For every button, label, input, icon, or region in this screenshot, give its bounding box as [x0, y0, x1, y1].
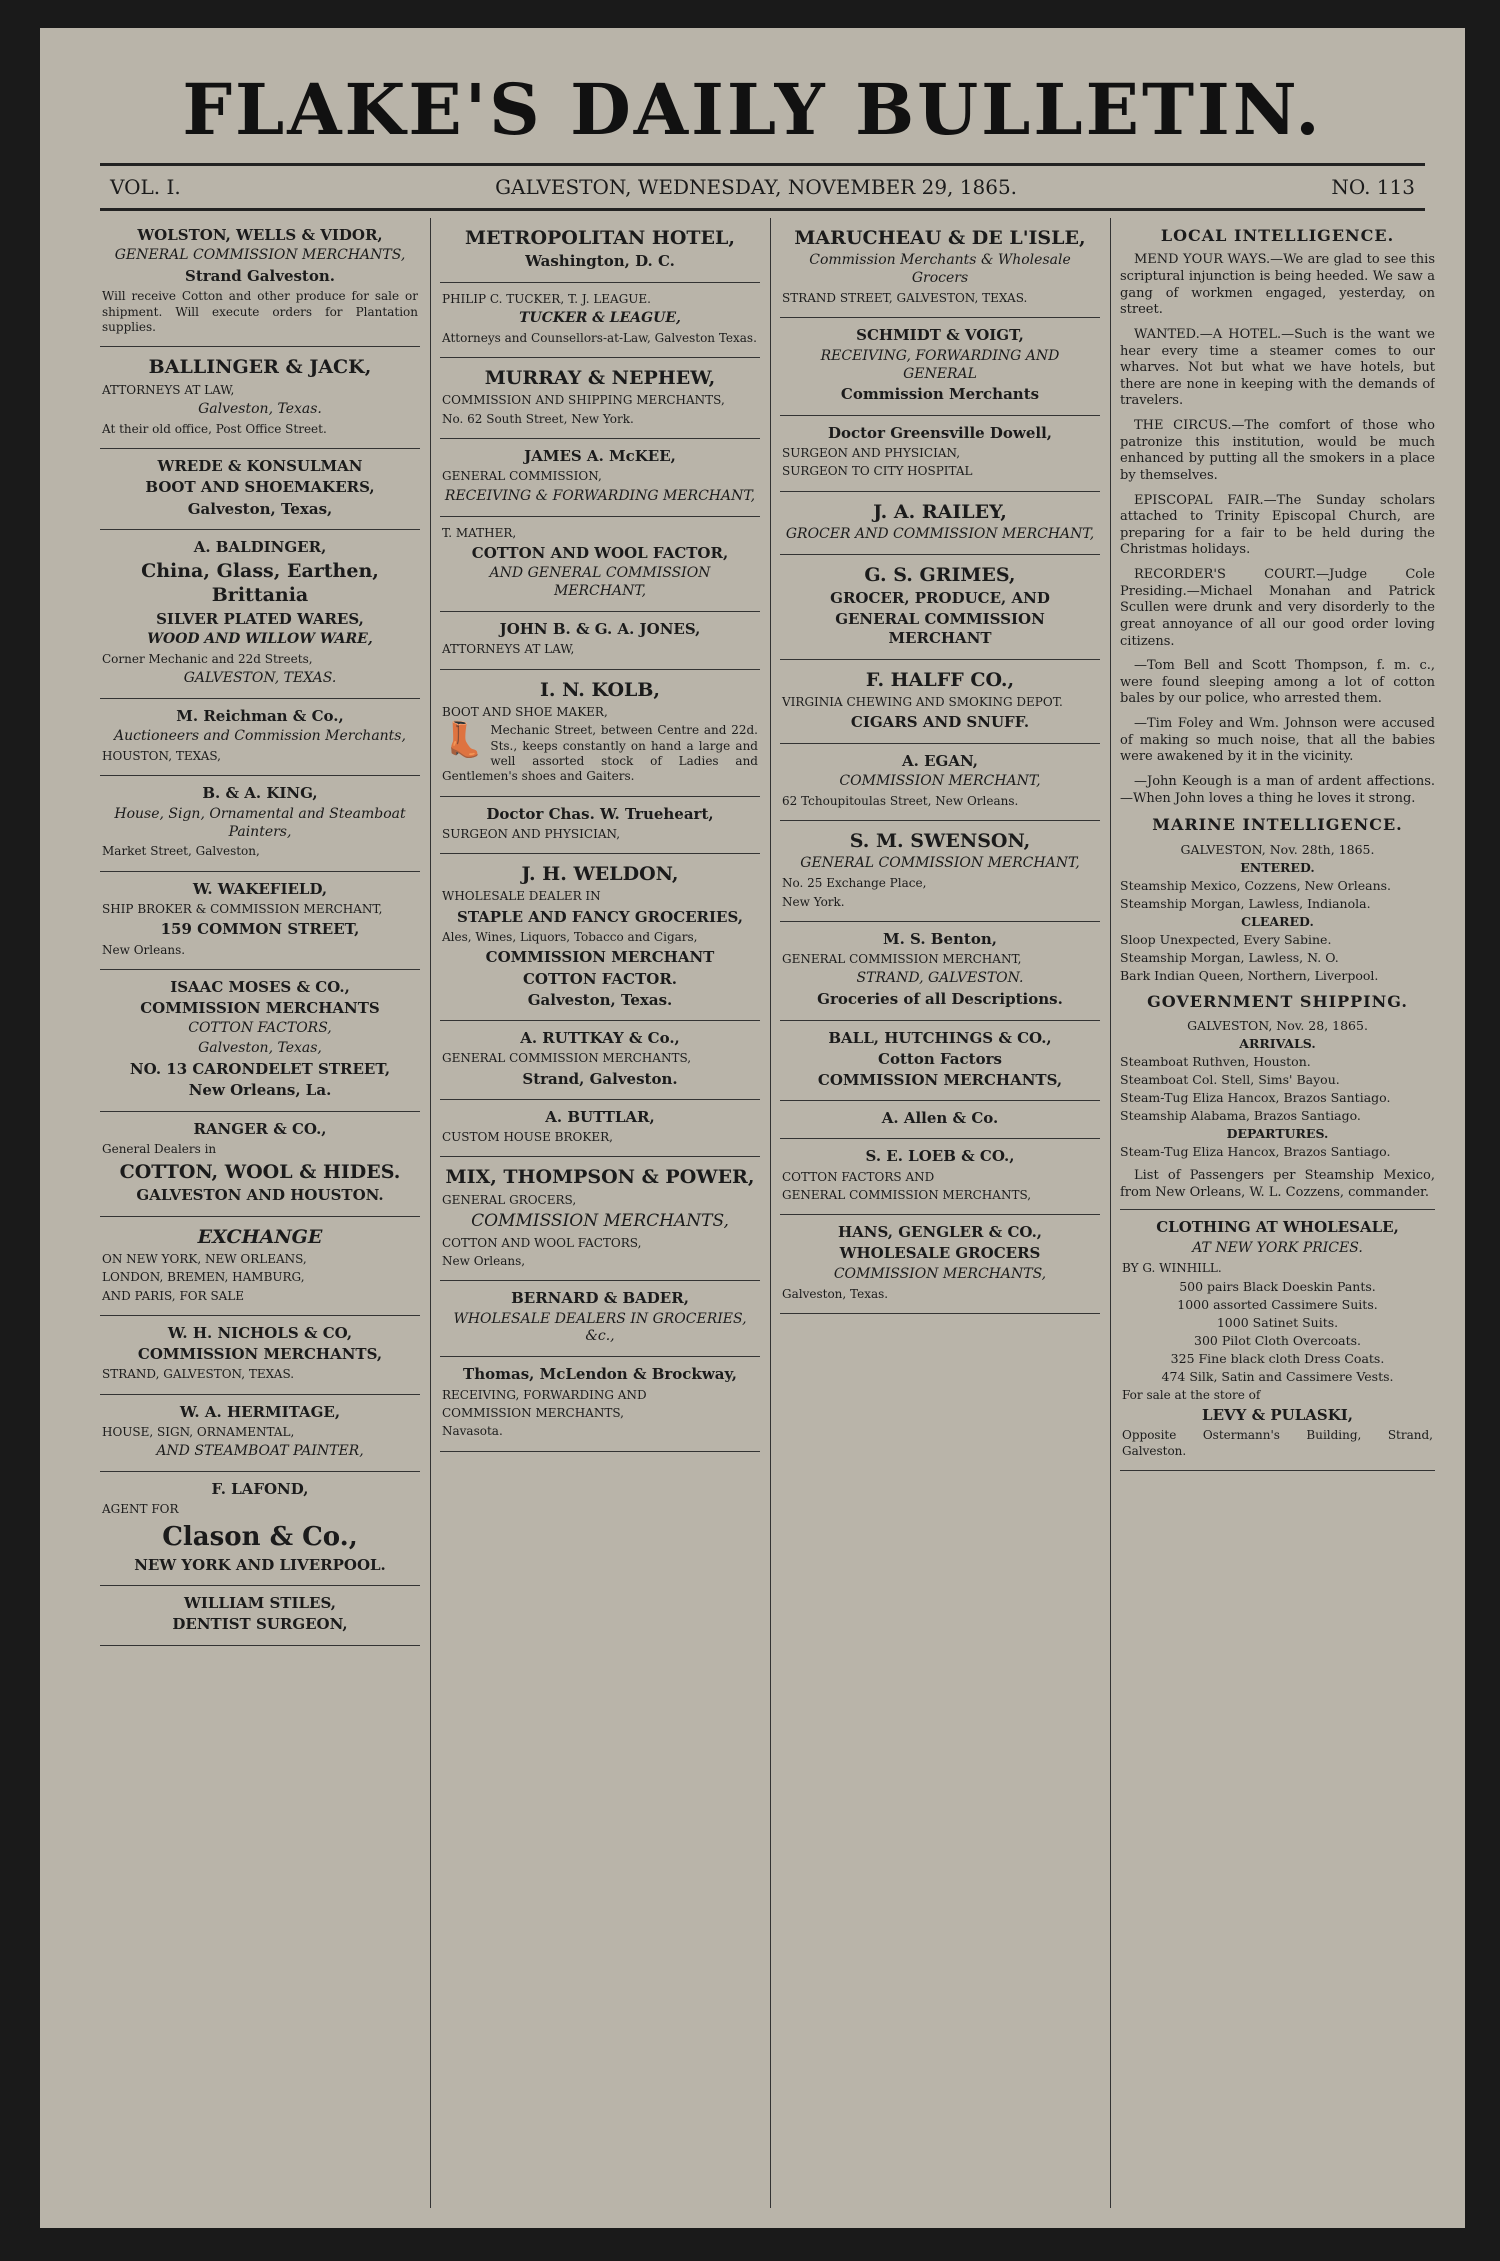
local-intelligence-heading: LOCAL INTELLIGENCE. — [1160, 226, 1395, 245]
ad-place: Galveston, Texas. — [527, 990, 673, 1009]
ad-subtitle: RECEIVING, FORWARDING AND GENERAL — [820, 347, 1060, 382]
ad-place: New York. — [782, 894, 845, 909]
ad-place: STRAND, GALVESTON, TEXAS. — [102, 1367, 295, 1382]
ad-address: No. 62 South Street, New York. — [442, 411, 634, 426]
ad-subtitle: WHOLESALE DEALER IN — [442, 889, 601, 904]
ad-wrede — [100, 449, 420, 530]
news-paragraph: List of Passengers per Steamship Mexico, from New Orleans, W. L. Cozzens, commander. — [1120, 1168, 1435, 1200]
ad-buttlar — [440, 1100, 760, 1158]
ad-title: S. E. LOEB & CO., — [865, 1147, 1015, 1166]
ad-place: Market Street, Galveston, — [102, 844, 260, 859]
ad-kolb — [440, 670, 760, 797]
ad-title: A. EGAN, — [902, 751, 978, 770]
news-paragraph: RECORDER'S COURT.—Judge Cole Presiding.—Michael Monahan and Patrick Scullen were drunk and very disorderly to the great annoyance of all our good order loving citizens. — [1120, 567, 1435, 649]
ad-title: B. & A. KING, — [202, 784, 318, 803]
ad-line: COTTON, WOOL & HIDES. — [119, 1161, 401, 1184]
issue-number: NO. 113 — [1331, 175, 1415, 199]
ad-body: Will receive Cotton and other produce for sale or shipment. Will execute orders for Plantation supplies. — [102, 289, 418, 334]
ad-mckee — [440, 439, 760, 516]
ad-subtitle: ATTORNEYS AT LAW, — [442, 642, 575, 657]
ad-subtitle: GENERAL COMMISSION MERCHANTS, — [782, 1187, 1032, 1202]
ad-subtitle: WHOLESALE DEALERS IN GROCERIES, &c., — [453, 1310, 747, 1345]
ad-line: Groceries of all Descriptions. — [817, 990, 1063, 1009]
ad-subtitle: RECEIVING & FORWARDING MERCHANT, — [444, 487, 756, 504]
ad-subtitle: RECEIVING, FORWARDING AND — [442, 1387, 647, 1402]
ad-place: Navasota. — [442, 1424, 503, 1439]
ad-title: JOHN B. & G. A. JONES, — [499, 619, 701, 638]
ad-subtitle: GENERAL COMMISSION MERCHANTS, — [114, 247, 406, 264]
ad-title: WILLIAM STILES, — [184, 1594, 336, 1613]
ad-wakefield — [100, 872, 420, 970]
ad-address: STRAND STREET, GALVESTON, TEXAS. — [782, 291, 1028, 306]
ad-allen — [780, 1101, 1100, 1139]
ad-exchange — [100, 1217, 420, 1316]
ad-line: LONDON, BREMEN, HAMBURG, — [102, 1270, 305, 1285]
news-paragraph: —Tim Foley and Wm. Johnson were accused of making so much noise, that all the babies were awakened by it in the vicinity. — [1120, 716, 1435, 765]
ad-subtitle: GROCER, PRODUCE, AND — [830, 589, 1050, 608]
ad-loeb — [780, 1139, 1100, 1215]
list-item: Steamboat Ruthven, Houston. — [1120, 1054, 1311, 1070]
ad-title: A. BUTTLAR, — [545, 1107, 655, 1126]
ad-title: G. S. GRIMES, — [864, 563, 1016, 586]
ad-line: COMMISSION MERCHANTS, — [471, 1210, 729, 1231]
list-item: Steamship Morgan, Lawless, Indianola. — [1120, 895, 1371, 911]
ad-subtitle: GENERAL COMMISSION MERCHANT, — [782, 952, 1022, 967]
newspaper-page — [40, 28, 1465, 2228]
ad-line: COMMISSION MERCHANT — [485, 948, 715, 967]
ad-subtitle: ATTORNEYS AT LAW, — [102, 382, 235, 397]
ad-dowell — [780, 416, 1100, 492]
ad-line: China, Glass, Earthen, Brittania — [141, 560, 379, 607]
ad-baldinger — [100, 530, 420, 699]
ad-title: J. H. WELDON, — [521, 863, 679, 886]
ad-title: A. Allen & Co. — [881, 1109, 999, 1128]
ad-mather — [440, 517, 760, 612]
list-item: Steamship Morgan, Lawless, N. O. — [1120, 949, 1339, 965]
ad-title: Thomas, McLendon & Brockway, — [463, 1365, 737, 1384]
ad-subtitle: COMMISSION MERCHANTS, — [833, 1265, 1047, 1282]
column-rule — [430, 218, 431, 2208]
column-rule — [770, 218, 771, 2208]
ad-place: New Orleans, La. — [188, 1081, 332, 1100]
ad-subtitle: COMMISSION MERCHANT, — [839, 772, 1041, 789]
list-item: 325 Fine black cloth Dress Coats. — [1170, 1350, 1385, 1366]
list-item: 1000 assorted Cassimere Suits. — [1177, 1296, 1378, 1312]
ad-title: W. A. HERMITAGE, — [179, 1402, 341, 1421]
ad-ballinger — [100, 347, 420, 449]
government-shipping-heading: GOVERNMENT SHIPPING. — [1147, 991, 1408, 1011]
ad-ruttkay — [440, 1021, 760, 1100]
ad-place: Galveston, Texas, — [198, 1040, 322, 1057]
ad-line: COMMISSION MERCHANTS — [140, 999, 380, 1018]
ad-benton — [780, 922, 1100, 1021]
ad-subtitle: GENERAL COMMISSION, — [442, 469, 602, 484]
list-item: Steam-Tug Eliza Hancox, Brazos Santiago. — [1120, 1090, 1391, 1106]
ad-title: HANS, GENGLER & CO., — [837, 1223, 1043, 1242]
ad-line: Ales, Wines, Liquors, Tobacco and Cigars, — [442, 930, 698, 945]
news-paragraph: —Tom Bell and Scott Thompson, f. m. c., were found sleeping among a lot of cotton bales by our police, who arrested them. — [1120, 658, 1435, 707]
ad-line: Corner Mechanic and 22d Streets, — [102, 651, 313, 666]
ad-subtitle: GENERAL GROCERS, — [442, 1192, 577, 1207]
list-item: 300 Pilot Cloth Overcoats. — [1194, 1332, 1361, 1348]
ad-body: At their old office, Post Office Street. — [102, 421, 327, 436]
list-item: Bark Indian Queen, Northern, Liverpool. — [1120, 967, 1379, 983]
ad-halff — [780, 660, 1100, 744]
ad-grimes — [780, 555, 1100, 660]
ad-title: Doctor Chas. W. Trueheart, — [486, 804, 714, 823]
list-item: 500 pairs Black Doeskin Pants. — [1179, 1278, 1376, 1294]
volume: VOL. I. — [110, 175, 181, 199]
ad-title: J. A. RAILEY, — [873, 500, 1007, 523]
ad-title: MURRAY & NEPHEW, — [484, 367, 716, 390]
ad-weldon — [440, 854, 760, 1021]
ad-place: Strand Galveston. — [185, 267, 335, 286]
ad-subtitle: TUCKER & LEAGUE, — [519, 309, 681, 326]
list-item: Steamship Mexico, Cozzens, New Orleans. — [1120, 877, 1392, 893]
ad-address: STRAND, GALVESTON. — [856, 970, 1024, 987]
subhead: ENTERED. — [1240, 859, 1315, 875]
marine-intelligence-heading: MARINE INTELLIGENCE. — [1152, 815, 1403, 835]
ad-subtitle: GENERAL COMMISSION MERCHANT — [835, 610, 1045, 648]
ad-title: F. HALFF CO., — [865, 668, 1015, 691]
ad-place: Galveston, Texas. — [782, 1286, 889, 1301]
ad-title: EXCHANGE — [197, 1225, 323, 1248]
ad-line: For sale at the store of — [1122, 1387, 1261, 1402]
list-item: 474 Silk, Satin and Cassimere Vests. — [1161, 1368, 1394, 1384]
ad-subtitle: COTTON AND WOOL FACTOR, — [471, 543, 729, 562]
ad-subtitle: AT NEW YORK PRICES. — [1192, 1239, 1363, 1256]
list-item: Steam-Tug Eliza Hancox, Brazos Santiago. — [1120, 1144, 1391, 1160]
place-date: GALVESTON, WEDNESDAY, NOVEMBER 29, 1865. — [495, 175, 1018, 199]
ad-line: SURGEON TO CITY HOSPITAL — [782, 464, 973, 479]
ad-wolston — [100, 218, 420, 347]
ad-metropolitan — [440, 218, 760, 283]
list-item: Steamboat Col. Stell, Sims' Bayou. — [1120, 1072, 1340, 1088]
ad-bernard — [440, 1281, 760, 1357]
ad-moses — [100, 970, 420, 1112]
ad-title: BERNARD & BADER, — [511, 1289, 689, 1308]
boot-icon: 👢 — [442, 720, 485, 761]
ad-title: SCHMIDT & VOIGT, — [856, 326, 1024, 345]
ad-place: HOUSTON, TEXAS, — [102, 749, 221, 764]
ad-trueheart — [440, 797, 760, 855]
ad-title: PHILIP C. TUCKER, T. J. LEAGUE. — [442, 291, 651, 306]
ad-place: Galveston, Texas. — [198, 401, 322, 418]
ad-line: CIGARS AND SNUFF. — [850, 713, 1030, 732]
ad-murray — [440, 358, 760, 439]
ad-subtitle: SHIP BROKER & COMMISSION MERCHANT, — [102, 902, 383, 917]
ad-title: W. WAKEFIELD, — [192, 879, 328, 898]
ad-title: MARUCHEAU & DE L'ISLE, — [794, 227, 1086, 249]
ad-title: WOLSTON, WELLS & VIDOR, — [137, 226, 383, 244]
ad-body: Mechanic Street, between Centre and 22d. Sts., keeps constantly on hand a large and well assorted stock of Ladies and Gentlemen's shoes and Gaiters. — [442, 723, 758, 784]
masthead-title: FLAKE'S DAILY BULLETIN. — [182, 68, 1323, 151]
ad-title: BALL, HUTCHINGS & CO., — [828, 1028, 1052, 1047]
ad-subtitle: GENERAL COMMISSION MERCHANTS, — [442, 1051, 692, 1066]
ad-ball — [780, 1021, 1100, 1102]
column-1 — [100, 218, 420, 2208]
ad-stiles — [100, 1586, 420, 1645]
ad-subtitle: WHOLESALE GROCERS — [839, 1244, 1041, 1263]
ad-line: AND PARIS, FOR SALE — [102, 1288, 245, 1303]
ad-title: CLOTHING AT WHOLESALE, — [1156, 1218, 1399, 1237]
ad-line: SILVER PLATED WARES, — [156, 609, 364, 628]
ad-subtitle: House, Sign, Ornamental and Steamboat Painters, — [114, 805, 406, 840]
ad-jones — [440, 612, 760, 670]
ad-subtitle: COMMISSION AND SHIPPING MERCHANTS, — [442, 393, 725, 408]
ad-address: No. 25 Exchange Place, — [782, 876, 927, 891]
ad-title: LEVY & PULASKI, — [1202, 1406, 1353, 1425]
ad-egan — [780, 744, 1100, 821]
dateline-small: GALVESTON, Nov. 28th, 1865. — [1180, 841, 1375, 857]
ad-line: WOOD AND WILLOW WARE, — [147, 630, 373, 647]
ad-line: COTTON FACTOR. — [522, 969, 678, 988]
ad-subtitle: Auctioneers and Commission Merchants, — [114, 728, 406, 745]
news-paragraph: MEND YOUR WAYS.—We are glad to see this scriptural injunction is being heeded. We saw a gang of workmen engaged, yesterday, on street. — [1120, 252, 1435, 318]
ad-place: Strand, Galveston. — [522, 1069, 678, 1088]
ad-subtitle: COMMISSION MERCHANTS, — [442, 1405, 624, 1420]
ad-railey — [780, 492, 1100, 555]
ad-mclendon — [440, 1357, 760, 1451]
dateline-small: GALVESTON, Nov. 28, 1865. — [1187, 1018, 1368, 1034]
subhead: ARRIVALS. — [1239, 1036, 1316, 1052]
ad-lafond — [100, 1472, 420, 1586]
ad-line: COTTON AND WOOL FACTORS, — [442, 1235, 642, 1250]
ad-subtitle: CUSTOM HOUSE BROKER, — [442, 1129, 613, 1144]
ad-subtitle: AND STEAMBOAT PAINTER, — [156, 1443, 364, 1460]
ad-address: 159 COMMON STREET, — [160, 920, 360, 939]
ad-line: ON NEW YORK, NEW ORLEANS, — [102, 1251, 307, 1266]
ad-place: New Orleans. — [102, 942, 186, 957]
ad-address: NO. 13 CARONDELET STREET, — [129, 1060, 391, 1079]
ad-title: A. RUTTKAY & Co., — [520, 1028, 680, 1047]
ad-tucker — [440, 283, 760, 359]
subhead: CLEARED. — [1241, 913, 1314, 929]
ad-line: Commission Merchants — [840, 385, 1040, 404]
ad-subtitle: General Dealers in — [102, 1141, 217, 1156]
ad-clothing — [1120, 1209, 1435, 1471]
subhead: DEPARTURES. — [1226, 1126, 1329, 1142]
ad-title: W. H. NICHOLS & CO, — [167, 1323, 353, 1342]
ad-subtitle: Commission Merchants & Wholesale Grocers — [809, 252, 1071, 287]
column-2 — [440, 218, 760, 2208]
ad-subtitle: AND GENERAL COMMISSION MERCHANT, — [489, 565, 711, 600]
ad-king — [100, 776, 420, 871]
ad-place: Galveston, Texas, — [187, 499, 333, 518]
ad-title: Doctor Greensville Dowell, — [827, 423, 1053, 442]
ad-subtitle: SURGEON AND PHYSICIAN, — [442, 826, 621, 841]
ad-mix-thompson — [440, 1157, 760, 1281]
ad-title: M. S. Benton, — [883, 929, 997, 948]
ad-line: GALVESTON AND HOUSTON. — [136, 1186, 384, 1205]
ad-title: WREDE & KONSULMAN — [157, 457, 363, 476]
list-item: Steamship Alabama, Brazos Santiago. — [1120, 1108, 1361, 1124]
column-rule — [1110, 218, 1111, 2208]
ad-title: T. MATHER, — [442, 525, 517, 540]
ad-title: METROPOLITAN HOTEL, — [465, 227, 735, 249]
ad-subtitle: DENTIST SURGEON, — [172, 1615, 348, 1634]
ad-hermitage — [100, 1395, 420, 1472]
ad-body: Attorneys and Counsellors-at-Law, Galveston Texas. — [442, 330, 757, 345]
ad-subtitle: BOOT AND SHOEMAKERS, — [145, 478, 375, 497]
ad-title: BALLINGER & JACK, — [148, 356, 372, 379]
list-item: 1000 Satinet Suits. — [1216, 1314, 1339, 1330]
ad-line: STAPLE AND FANCY GROCERIES, — [456, 907, 743, 926]
ad-swenson — [780, 821, 1100, 922]
ad-subtitle: SURGEON AND PHYSICIAN, — [782, 445, 961, 460]
ad-subtitle: BOOT AND SHOE MAKER, — [442, 704, 608, 719]
ad-subtitle: COMMISSION MERCHANTS, — [137, 1345, 383, 1364]
news-paragraph: EPISCOPAL FAIR.—The Sunday scholars attached to Trinity Episcopal Church, are preparing for a fair to be held during the Christmas holidays. — [1120, 492, 1435, 558]
column-4 — [1120, 218, 1435, 2208]
ad-schmidt — [780, 318, 1100, 415]
ad-place: GALVESTON, TEXAS. — [183, 670, 337, 687]
ad-title: A. BALDINGER, — [193, 537, 327, 556]
ad-subtitle: COMMISSION MERCHANTS, — [817, 1070, 1063, 1089]
ad-line: COTTON FACTORS, — [188, 1020, 332, 1037]
dateline — [100, 163, 1425, 211]
ad-subtitle: GENERAL COMMISSION MERCHANT, — [800, 855, 1080, 872]
list-item: Sloop Unexpected, Every Sabine. — [1120, 931, 1332, 947]
ad-marucheau — [780, 218, 1100, 318]
ad-title: MIX, THOMPSON & POWER, — [445, 1166, 755, 1189]
ad-title: I. N. KOLB, — [539, 678, 661, 701]
ad-hans — [780, 1215, 1100, 1314]
ad-subtitle: Cotton Factors — [878, 1049, 1002, 1068]
ad-title: S. M. SWENSON, — [849, 829, 1031, 852]
ad-subtitle: HOUSE, SIGN, ORNAMENTAL, — [102, 1424, 295, 1439]
ad-subtitle: AGENT FOR — [102, 1502, 179, 1517]
news-paragraph: —John Keough is a man of ardent affections.—When John loves a thing he loves it strong. — [1120, 773, 1435, 806]
ad-title: RANGER & CO., — [193, 1119, 327, 1138]
column-3 — [780, 218, 1100, 2208]
ad-title: M. Reichman & Co., — [176, 707, 344, 726]
news-paragraph: WANTED.—A HOTEL.—Such is the want we hear every time a steamer comes to our wharves. Not but what we have hotels, but there are none in keeping with the demands of travelers. — [1120, 326, 1435, 409]
ad-place: New Orleans, — [442, 1254, 526, 1269]
ad-title: ISAAC MOSES & CO., — [170, 977, 350, 996]
ad-subtitle: GROCER AND COMMISSION MERCHANT, — [785, 525, 1095, 542]
ad-line: NEW YORK AND LIVERPOOL. — [134, 1555, 386, 1574]
ad-ranger — [100, 1112, 420, 1217]
ad-subtitle: Washington, D. C. — [525, 252, 675, 271]
ad-address: Opposite Ostermann's Building, Strand, Galveston. — [1122, 1428, 1433, 1458]
ad-subtitle: VIRGINIA CHEWING AND SMOKING DEPOT. — [782, 694, 1063, 709]
ad-nichols — [100, 1316, 420, 1395]
ad-subtitle: COTTON FACTORS AND — [782, 1169, 935, 1184]
ad-title: JAMES A. McKEE, — [524, 447, 676, 466]
ad-reichman — [100, 699, 420, 776]
ad-line: Clason & Co., — [162, 1521, 358, 1552]
ad-line: BY G. WINHILL. — [1122, 1260, 1222, 1275]
ad-title: F. LAFOND, — [211, 1480, 309, 1499]
news-paragraph: THE CIRCUS.—The comfort of those who patronize this institution, would be much enhanced by putting all the smokers in a place by themselves. — [1120, 418, 1435, 483]
ad-address: 62 Tchoupitoulas Street, New Orleans. — [782, 793, 1019, 808]
